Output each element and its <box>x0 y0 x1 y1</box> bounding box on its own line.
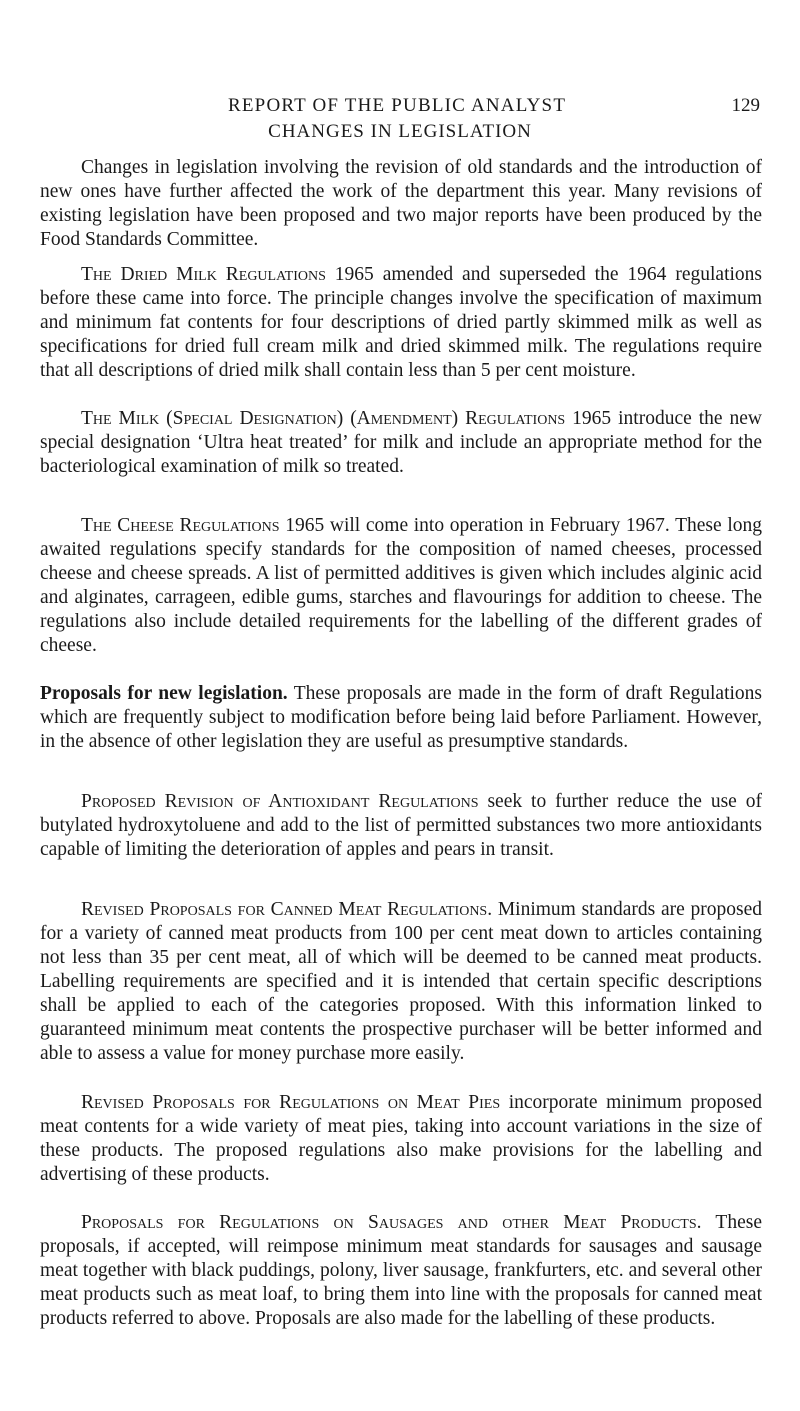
paragraph-milk-special-designation <box>40 407 762 479</box>
page-number: 129 <box>731 95 760 116</box>
regulation-title: The Dried Milk Regulations <box>81 264 326 285</box>
paragraph-body: Minimum standards are proposed for a variety of canned meat products from 100 per cent meat down to articles containing not less than 35 per cent meat, all of which will be deemed to be canned meat products. Labelling requirements are specified and it is intended that certain specific descriptions shall be applied to each of the categories proposed. With this information linked to guaranteed minimum meat contents the prospective purchaser will be better informed and able to assess a value for money purchase more easily. <box>40 899 762 1064</box>
paragraph-canned-meat <box>40 898 762 1066</box>
regulation-title: Revised Proposals for Regulations on Meat Pies <box>81 1092 501 1113</box>
paragraph-body: incorporate minimum proposed meat contents for a wide variety of meat pies, taking into account variations in the size of these products. The proposed regulations also make provisions for the labelling and advertising of these products. <box>40 1092 762 1185</box>
paragraph-body: 1965 will come into operation in February 1967. These long awaited regulations specify standards for the composition of named cheeses, processed cheese and cheese spreads. A list of permitted additives is given which includes alginic acid and alginates, carrageen, edible gums, starches and flavourings for addition to cheese. The regulations also include detailed requirements for the labelling of the different grades of cheese. <box>40 515 762 656</box>
paragraph-body: seek to further reduce the use of butylated hydroxytoluene and add to the list of permitted substances two more antioxidants capable of limiting the deterioration of apples and pears in transit. <box>40 791 762 860</box>
paragraph-antioxidant <box>40 790 762 862</box>
paragraph-body: 1965 introduce the new special designation ‘Ultra heat treated’ for milk and include an appropriate method for the bacteriological examination of milk so treated. <box>40 408 762 477</box>
paragraph-intro <box>40 156 762 252</box>
paragraph-proposals <box>40 682 762 754</box>
regulation-title: The Milk (Special Designation) (Amendment) Regulations <box>81 408 566 429</box>
regulation-title: The Cheese Regulations <box>81 515 280 536</box>
paragraph-body: These proposals are made in the form of draft Regulations which are frequently subject to modification before being laid before Parliament. However, in the absence of other legislation they are useful as presumptive standards. <box>40 683 762 752</box>
paragraph-body: These proposals, if accepted, will reimpose minimum meat standards for sausages and sausage meat together with black puddings, polony, liver sausage, frankfurters, etc. and several other meat products such as meat loaf, to bring them into line with the proposals for canned meat products referred to above. Proposals are also made for the labelling of these products. <box>40 1212 762 1329</box>
regulation-title: Revised Proposals for Canned Meat Regulations. <box>81 899 493 920</box>
paragraph-intro-text: Changes in legislation involving the revision of old standards and the introduction of new ones have further affected the work of the department this year. Many revisions of existing legislation have been proposed and two major reports have been produced by the Food Standards Committee. <box>40 157 762 250</box>
regulation-title: Proposed Revision of Antioxidant Regulations <box>81 791 479 812</box>
section-lead-bold: Proposals for new legislation. <box>40 683 288 704</box>
paragraph-body: 1965 amended and superseded the 1964 regulations before these came into force. The principle changes involve the specification of maximum and minimum fat contents for four descriptions of dried partly skimmed milk as well as specifications for dried full cream milk and dried skimmed milk. The regulations require that all descriptions of dried milk shall contain less than 5 per cent moisture. <box>40 264 762 381</box>
running-title: REPORT OF THE PUBLIC ANALYST <box>228 95 567 116</box>
section-heading: CHANGES IN LEGISLATION <box>268 121 532 142</box>
paragraph-meat-pies <box>40 1091 762 1187</box>
regulation-title: Proposals for Regulations on Sausages and other Meat Products. <box>81 1212 702 1233</box>
paragraph-cheese <box>40 514 762 658</box>
paragraph-dried-milk <box>40 263 762 383</box>
paragraph-sausages <box>40 1211 762 1331</box>
